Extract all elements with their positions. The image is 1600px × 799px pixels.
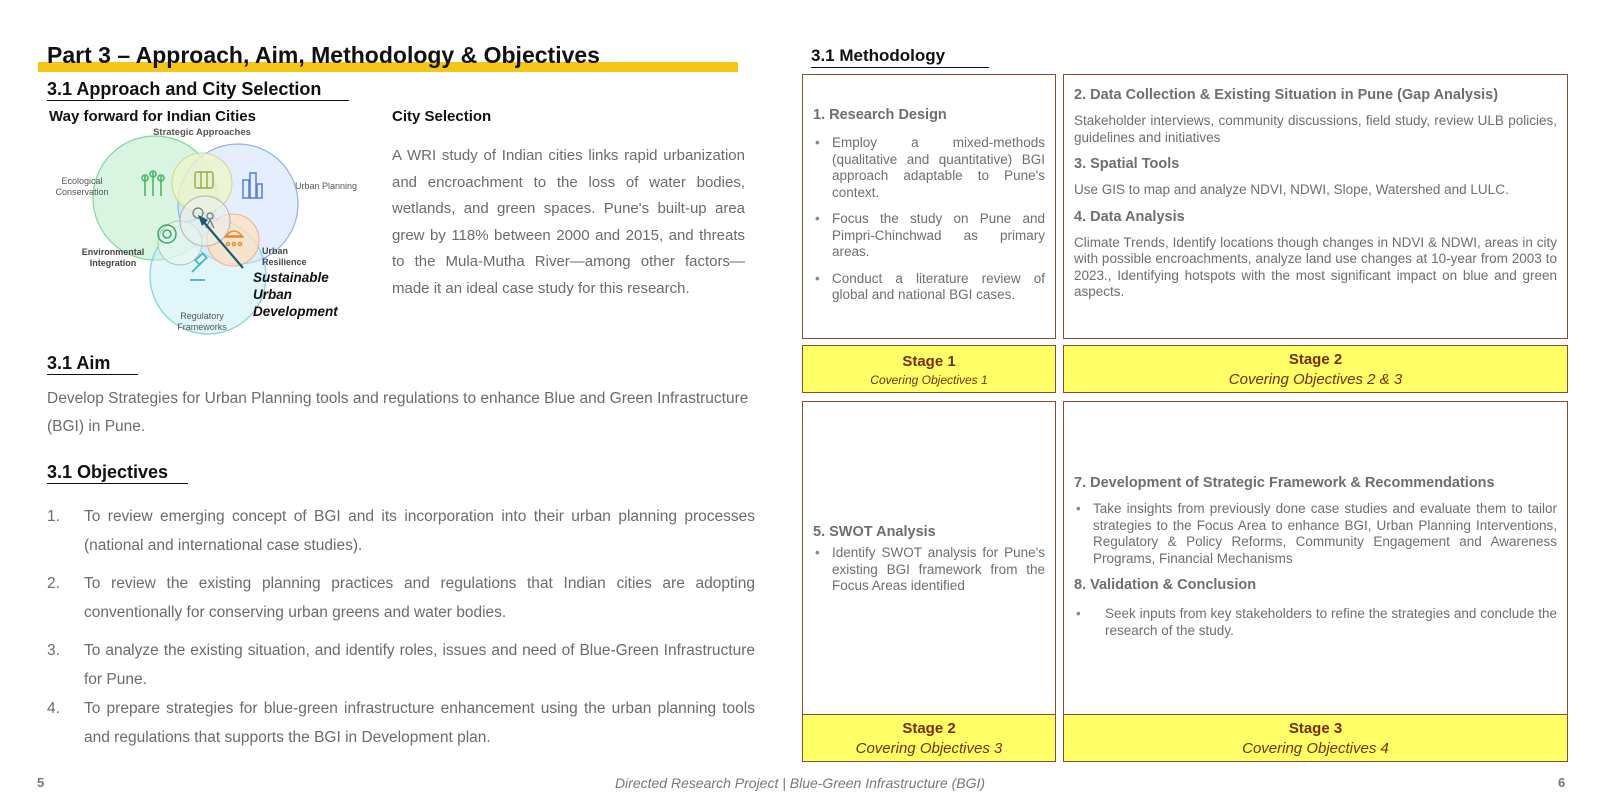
trees-icon [142,171,164,196]
objectives-heading: 3.1 Objectives [47,461,188,484]
venn-label-ecological-2: Conservation [55,187,109,197]
validation-heading: 8. Validation & Conclusion [1074,577,1257,593]
spatial-tools-text: Use GIS to map and analyze NDVI, NDWI, Slope, Watershed and LULC. [1074,182,1509,197]
venn-label-regulatory-2: Frameworks [177,322,227,332]
venn-label-urban-planning: Urban Planning [295,181,358,191]
methodology-heading: 3.1 Methodology [811,45,989,68]
stage-title: Stage 3 [1288,720,1343,737]
stage-2-banner-top [1063,345,1568,393]
page-number-left: 5 [37,775,45,790]
data-collection-box [1063,74,1568,339]
framework-box [1063,401,1568,715]
framework-heading: 7. Development of Strategic Framework & Recommendations [1074,475,1495,491]
page-number-right: 6 [1558,775,1566,790]
research-design-box [802,74,1056,339]
list-item: • Seek inputs from key stakeholders to refine the strategies and conclude the research of the study. [1074,606,1557,639]
stage-title: Stage 1 [902,353,956,370]
footer-text: Directed Research Project | Blue-Green Infrastructure (BGI) [614,775,986,791]
list-item: • Employ a mixed-methods (qualitative and quantitative) BGI approach adaptable to Pune's context. [813,135,1045,201]
swot-list [813,545,1045,595]
city-selection-heading: City Selection [392,108,492,125]
swot-heading: 5. SWOT Analysis [813,524,936,540]
list-item: • Take insights from previously done case studies and evaluate them to tailor strategies to the Focus Area to enhance BGI, Urban Planning Interventions, Regulatory & Policy Reforms, Community Engagement and Awareness Programs, Financial Mechanisms [1074,501,1557,567]
list-item: • Conduct a literature review of global and national BGI cases. [813,271,1045,304]
stage-subtitle: Covering Objectives 4 [1242,740,1389,757]
city-selection-text: A WRI study of Indian cities links rapid urbanization and encroachment to the loss of water bodies, wetlands, and green spaces. Pune's built-up area grew by 118% between 2000 and 2015, and threats to the Mula-Mutha River—among other factors—made it an ideal case study for this research. [392,147,745,297]
swot-box [802,401,1056,715]
framework-list [1074,501,1557,567]
data-collection-text: Stakeholder interviews, community discussions, field study, review ULB policies, guidelines and initiatives [1074,113,1557,145]
way-forward-heading: Way forward for Indian Cities [49,108,256,125]
stage-subtitle: Covering Objectives 1 [870,373,988,387]
data-analysis-heading: 4. Data Analysis [1074,208,1185,225]
center-label-2: Urban [253,287,293,302]
validation-list [1074,606,1557,639]
spatial-tools-heading: 3. Spatial Tools [1074,156,1180,172]
venn-label-environmental-1: Environmental [81,247,145,257]
objective-item: 4. To prepare strategies for blue-green infrastructure enhancement using the urban planning tools and regulations that supports the BGI in Development plan. [47,700,755,746]
center-label-1: Sustainable [253,270,329,285]
objective-item: 3. To analyze the existing situation, and identify roles, issues and need of Blue-Green Infrastructure for Pune. [47,642,755,688]
aim-heading: 3.1 Aim [47,352,138,375]
stage-title: Stage 2 [1288,351,1343,368]
objectives-list [47,503,755,762]
research-design-heading: 1. Research Design [813,107,947,123]
stage-2-banner-bottom [802,714,1056,762]
objective-item: 2. To review the existing planning practices and regulations that Indian cities are adopting conventionally for conserving urban greens and water bodies. [47,575,755,621]
venn-label-resilience-2: Resilience [262,257,307,267]
research-design-list [813,135,1045,304]
data-collection-heading: 2. Data Collection & Existing Situation in Pune (Gap Analysis) [1074,87,1499,103]
data-analysis-text: Climate Trends, Identify locations though changes in NDVI & NDWI, areas in city with possible encroachments, analyze land use changes at 10-year from 2003 to 2023., Identifying hotspots with the most significant impact on blue and green aspects. [1074,234,1557,299]
venn-label-regulatory-1: Regulatory [180,311,224,321]
stage-title: Stage 2 [902,720,956,737]
list-item: • Identify SWOT analysis for Pune's existing BGI framework from the Focus Areas identified [813,545,1045,595]
stage-3-banner [1063,714,1568,762]
venn-label-environmental-2: Integration [89,258,137,268]
stage-subtitle: Covering Objectives 3 [855,740,1003,757]
part-title: Part 3 – Approach, Aim, Methodology & Objectives [47,42,600,68]
venn-label-resilience-1: Urban [262,246,289,256]
stage-subtitle: Covering Objectives 2 & 3 [1228,371,1403,388]
venn-top-label: Strategic Approaches [153,128,251,138]
approach-heading: 3.1 Approach and City Selection [47,78,349,101]
center-label-3: Development [253,304,338,319]
stage-1-banner [802,345,1056,393]
venn-label-ecological-1: Ecological [61,176,103,186]
aim-text: Develop Strategies for Urban Planning tools and regulations to enhance Blue and Green Infrastructure (BGI) in Pune. [47,390,749,435]
list-item: • Focus the study on Pune and Pimpri-Chinchwad as primary areas. [813,211,1045,261]
venn-diagram [50,128,370,343]
objective-item: 1. To review emerging concept of BGI and its incorporation into their urban planning processes (national and international case studies). [47,508,755,554]
